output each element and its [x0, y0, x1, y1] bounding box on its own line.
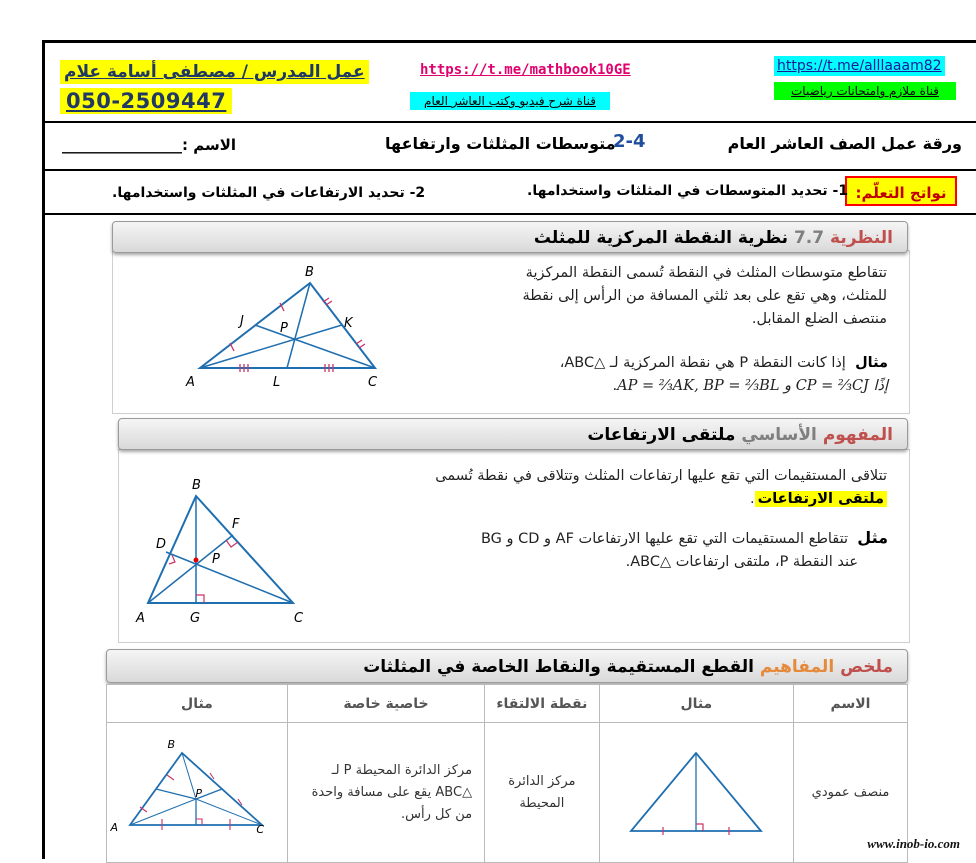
right-channel-label: قناة ملازم وامتحانات رياضيات [774, 82, 956, 100]
lesson-title: متوسطات المثلثات وارتفاعها [385, 134, 616, 153]
ortho-label-f: F [232, 517, 240, 532]
theorem-example-line2: إذًا CP = ⅔CJ و AP = ⅔AK, BP = ⅔BL. [612, 378, 888, 394]
concept-header [118, 418, 908, 450]
teacher-phone: 050-2509447 [60, 88, 232, 114]
ortho-label-d: D [156, 537, 167, 552]
center-telegram-link[interactable]: https://t.me/mathbook10GE [420, 62, 631, 78]
centroid-label-k: K [344, 316, 353, 331]
centroid-label-j: J [240, 314, 244, 329]
teacher-name: عمل المدرس / مصطفى أسامة علام [60, 60, 369, 84]
worksheet-title: ورقة عمل الصف العاشر العام [727, 134, 962, 153]
theorem-example [470, 352, 888, 398]
col-name: الاسم [794, 685, 908, 723]
ortho-label-b: B [192, 478, 201, 493]
watermark: www.inob-io.com [867, 836, 960, 851]
concept-example-label: مثل [857, 528, 888, 547]
centroid-label-b: B [305, 265, 314, 280]
concept-text: تتلاقى المستقيمات التي تقع عليها ارتفاعات المثلث وتتلاقى في نقطة تُسمى ملتقى الارتفاعات. [435, 468, 887, 507]
row-name: منصف عمودي [794, 723, 908, 863]
concept-text-main: تتلاقى المستقيمات التي تقع عليها ارتفاعات المثلث وتتلاقى في نقطة تُسمى [435, 468, 887, 484]
theorem-example-line1: إذا كانت النقطة P هي نقطة المركزية لـ △ABC، [559, 355, 846, 371]
col-example: مثال [599, 685, 793, 723]
theorem-text: تتقاطع متوسطات المثلث في النقطة تُسمى النقطة المركزية للمثلث، وهي تقع على بعد ثلثي المسافة من الرأس إلى نقطة منتصف الضلع المقابل. [522, 265, 887, 327]
outcome-2: 2- تحديد الارتفاعات في المثلثات واستخدامها. [112, 185, 426, 201]
ortho-label-g: G [190, 611, 201, 626]
title-divider [44, 169, 976, 171]
outcomes-label: نواتج التعلّم: [845, 176, 957, 206]
circ-label-a: A [110, 820, 118, 834]
lesson-number: 2-4 [613, 131, 646, 152]
col-example-2: مثال [107, 685, 288, 723]
circ-label-b: B [167, 737, 175, 751]
circumcenter-figure [112, 735, 282, 847]
concept-tag-2: الأساسي [741, 425, 817, 445]
row-example-figure [599, 723, 793, 863]
concept-title: ملتقى الارتفاعات [587, 425, 736, 445]
right-telegram-link[interactable]: https://t.me/alllaaam82 [774, 56, 945, 76]
center-channel-label: قناة شرح فيديو وكتب العاشر العام [410, 92, 610, 110]
centroid-label-c: C [368, 375, 378, 390]
name-field[interactable]: الاسم :________________ [62, 136, 237, 154]
summary-table [106, 684, 908, 863]
row-meeting: مركز الدائرة المحيطة [485, 723, 600, 863]
concept-highlight: ملتقى الارتفاعات [755, 491, 887, 507]
circ-label-c: C [256, 822, 264, 836]
centroid-label-p: P [280, 321, 288, 336]
concept-example-line1: تتقاطع المستقيمات التي تقع عليها الارتفاعات AF و CD و BG [480, 531, 849, 547]
concept-tag: المفهوم [822, 425, 893, 445]
concept-example [370, 526, 888, 574]
theorem-tag: النظرية [830, 228, 893, 248]
outcomes-divider [44, 213, 976, 215]
ortho-label-c: C [294, 611, 304, 626]
row-example-figure-2 [107, 723, 288, 863]
perpendicular-bisector-figure [621, 741, 771, 841]
summary-header-row [107, 685, 908, 723]
theorem-title: نظرية النقطة المركزية للمثلث [533, 228, 789, 248]
theorem-number: 7.7 [793, 228, 825, 248]
orthocenter-diagram [128, 476, 328, 632]
centroid-label-a: A [186, 375, 195, 390]
centroid-label-l: L [273, 375, 281, 390]
table-row [107, 723, 908, 863]
outcome-1: 1- تحديد المتوسطات في المثلثات واستخدامها. [527, 183, 849, 199]
theorem-example-label: مثال [855, 355, 888, 371]
theorem-header [112, 221, 908, 253]
col-property: خاصية خاصة [287, 685, 484, 723]
col-meeting: نقطة الالتقاء [485, 685, 600, 723]
concept-example-line2: عند النقطة P، ملتقى ارتفاعات △ABC. [625, 554, 858, 570]
header-divider [44, 121, 976, 123]
summary-title: القطع المستقيمة والنقاط الخاصة في المثلثات [363, 657, 754, 677]
ortho-label-p: P [212, 552, 220, 567]
row-property: مركز الدائرة المحيطة P لـ △ABC يقع على مسافة واحدة من كل رأس. [287, 723, 484, 863]
summary-tag-2: المفاهيم [759, 657, 835, 677]
summary-tag: ملخص [840, 657, 893, 677]
ortho-label-a: A [136, 611, 145, 626]
centroid-diagram [170, 258, 400, 398]
summary-header [106, 649, 908, 683]
circ-label-p: P [195, 786, 202, 800]
